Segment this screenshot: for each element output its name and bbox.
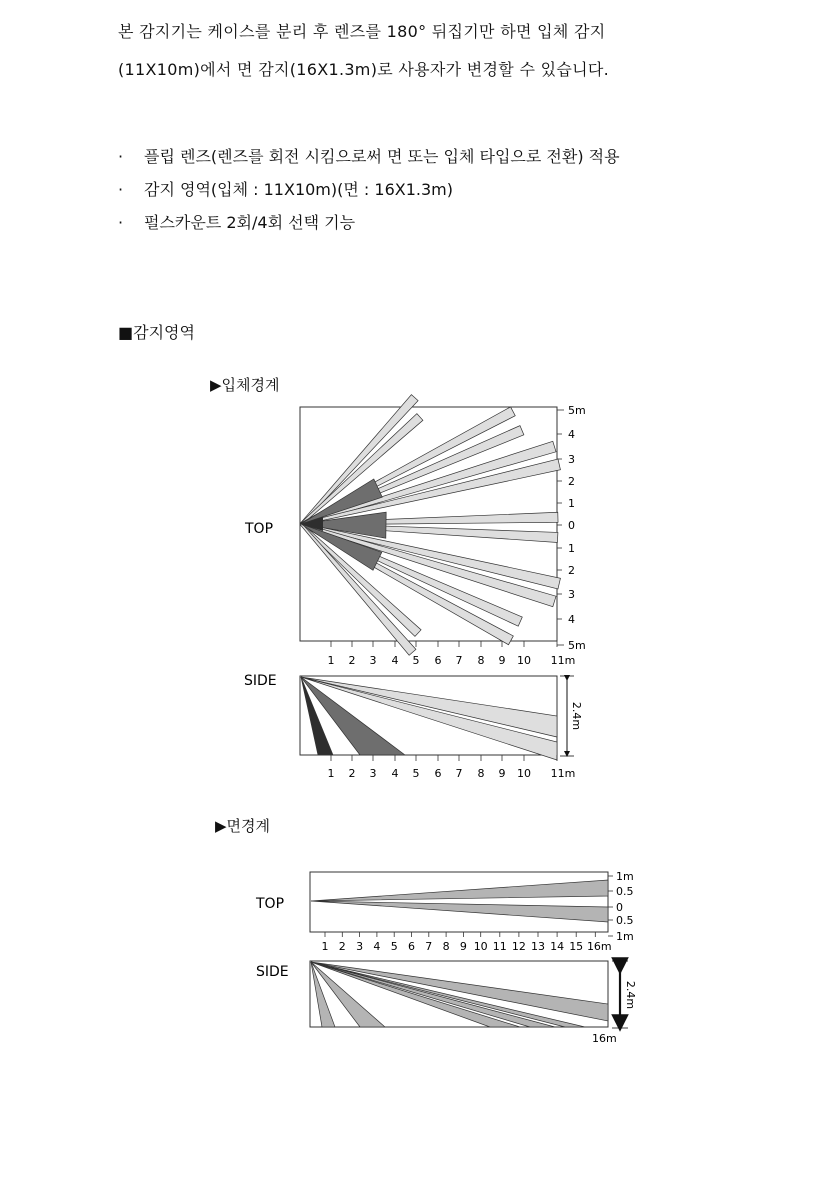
x-tick-label: 11m [550, 654, 576, 667]
curtain-top-label: TOP [256, 896, 285, 912]
y-tick-label: 1m [616, 930, 634, 943]
curtain-height-indicator [612, 961, 637, 1028]
x-tick-label: 9 [498, 767, 506, 780]
x-tick-label: 7 [455, 654, 463, 667]
intro-line-1: 본 감지기는 케이스를 분리 후 렌즈를 180° 뒤집기만 하면 입체 감지 [118, 22, 606, 41]
x-tick-label: 5 [412, 654, 420, 667]
bullet-icon: · [118, 213, 124, 232]
feature-text: 플립 렌즈(렌즈를 회전 시킴으로써 면 또는 입체 타입으로 전환) 적용 [144, 147, 620, 166]
y-tick-label: 2 [568, 475, 575, 488]
curtain-top-view [255, 870, 634, 953]
x-tick-label: 7 [425, 940, 433, 953]
volumetric-y-axis [557, 404, 586, 652]
x-tick-label: 7 [455, 767, 463, 780]
volumetric-side-label: SIDE [244, 673, 277, 689]
x-tick-label: 11 [492, 940, 507, 953]
x-tick-label: 8 [477, 767, 485, 780]
x-tick-label: 4 [391, 767, 399, 780]
x-tick-label: 10 [473, 940, 488, 953]
feature-text: 감지 영역(입체 : 11X10m)(면 : 16X1.3m) [144, 180, 453, 199]
volumetric-top-view [244, 395, 586, 667]
curtain-side-view [256, 961, 637, 1045]
bullet-icon: · [118, 180, 124, 199]
x-tick-label: 13 [531, 940, 545, 953]
x-tick-label: 15 [569, 940, 584, 953]
x-tick-label: 12 [511, 940, 526, 953]
y-tick-label: 5m [568, 404, 586, 417]
x-tick-label: 14 [550, 940, 565, 953]
x-tick-label: 11m [550, 767, 576, 780]
y-tick-label: 1 [568, 542, 575, 555]
x-tick-label: 3 [356, 940, 364, 953]
y-tick-label: 0.5 [616, 914, 634, 927]
volumetric-height-indicator [560, 676, 583, 756]
y-tick-label: 2 [568, 564, 575, 577]
y-tick-label: 0.5 [616, 885, 634, 898]
x-tick-label: 5 [390, 940, 398, 953]
y-tick-label: 4 [568, 613, 575, 626]
x-tick-label: 6 [434, 767, 442, 780]
x-tick-label: 1 [321, 940, 329, 953]
x-tick-label: 2 [338, 940, 346, 953]
y-tick-label: 0 [616, 901, 623, 914]
x-tick-label: 1 [327, 654, 335, 667]
intro-line-2: (11X10m)에서 면 감지(16X1.3m)로 사용자가 변경할 수 있습니다. [118, 60, 609, 79]
bullet-icon: · [118, 147, 124, 166]
x-tick-label: 6 [434, 654, 442, 667]
curtain-height-label: 2.4m [624, 980, 637, 1010]
x-tick-label: 1 [327, 767, 335, 780]
feature-text: 펄스카운트 2회/4회 선택 기능 [144, 213, 356, 232]
x-tick-label: 8 [477, 654, 485, 667]
curtain-x-axis [322, 932, 612, 953]
x-tick-label: 16m [586, 940, 612, 953]
y-tick-label: 3 [568, 588, 575, 601]
volumetric-top-x-axis [328, 641, 576, 667]
curtain-side-label: SIDE [256, 964, 289, 980]
curtain-y-axis [608, 870, 634, 943]
section-title: ■감지영역 [118, 323, 195, 342]
volumetric-height-label: 2.4m [570, 701, 583, 731]
y-tick-label: 5m [568, 639, 586, 652]
x-tick-label: 4 [391, 654, 399, 667]
x-tick-label: 9 [498, 654, 506, 667]
y-tick-label: 0 [568, 519, 575, 532]
curtain-title: ▶면경계 [215, 817, 271, 835]
volumetric-top-label: TOP [245, 521, 274, 537]
y-tick-label: 3 [568, 453, 575, 466]
volumetric-side-x-axis [328, 755, 576, 780]
curtain-side-x-label: 16m [592, 1032, 617, 1045]
volumetric-side-view [244, 673, 583, 780]
x-tick-label: 2 [348, 654, 356, 667]
x-tick-label: 3 [369, 654, 377, 667]
x-tick-label: 6 [408, 940, 415, 953]
y-tick-label: 4 [568, 428, 575, 441]
x-tick-label: 5 [412, 767, 420, 780]
x-tick-label: 10 [517, 654, 531, 667]
x-tick-label: 4 [373, 940, 381, 953]
x-tick-label: 10 [517, 767, 531, 780]
x-tick-label: 8 [442, 940, 450, 953]
volumetric-title: ▶입체경계 [210, 376, 280, 394]
y-tick-label: 1m [616, 870, 634, 883]
x-tick-label: 9 [459, 940, 467, 953]
x-tick-label: 3 [369, 767, 377, 780]
y-tick-label: 1 [568, 497, 575, 510]
x-tick-label: 2 [348, 767, 356, 780]
